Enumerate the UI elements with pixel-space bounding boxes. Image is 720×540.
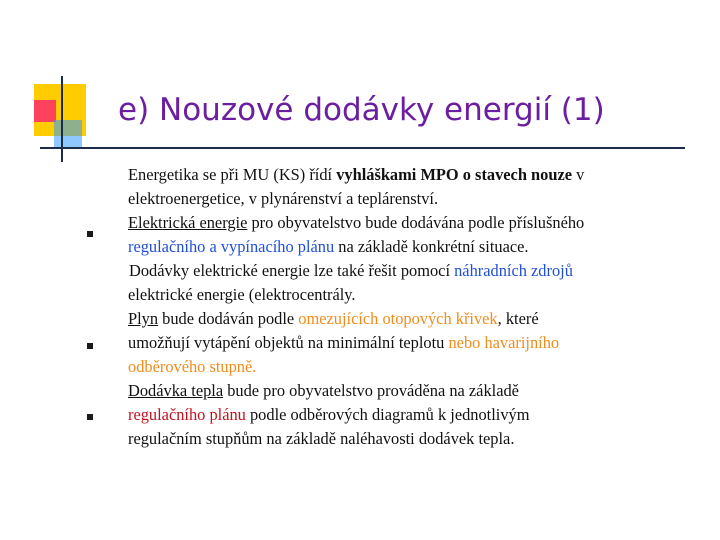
bullet-marker [87, 343, 93, 349]
bullet-marker [87, 414, 93, 420]
paragraph-electricity-line: Dodávky elektrické energie lze také řešit pomocí náhradních zdrojů [129, 261, 573, 280]
bullet-marker [87, 231, 93, 237]
paragraph-electricity-line: regulačního a vypínacího plánu na základě konkrétní situace. [128, 237, 529, 256]
paragraph-heat-line: regulačního plánu podle odběrových diagramů k jednotlivým [128, 405, 530, 424]
decor-vertical-line [61, 76, 63, 162]
slide-title: e) Nouzové dodávky energií (1) [118, 92, 605, 128]
slide-content [128, 163, 693, 451]
paragraph-electricity-line: Elektrická energie pro obyvatelstvo bude dodávána podle příslušného [128, 213, 585, 232]
paragraph-gas-line: odběrového stupně. [128, 357, 257, 376]
paragraph-electricity-line: elektrické energie (elektrocentrály. [128, 285, 356, 304]
paragraph-intro-line: Energetika se při MU (KS) řídí vyhláškami MPO o stavech nouze v [128, 165, 585, 184]
title-underline [40, 147, 685, 149]
paragraph-heat-line: Dodávka tepla bude pro obyvatelstvo prováděna na základě [128, 381, 519, 400]
decor-red-square [34, 100, 56, 122]
paragraph-heat-line: regulačním stupňům na základě naléhavosti dodávek tepla. [128, 429, 515, 448]
decor-blue-square [54, 120, 82, 148]
paragraph-intro-line: elektroenergetice, v plynárenství a teplárenství. [128, 189, 439, 208]
paragraph-gas-line: umožňují vytápění objektů na minimální teplotu nebo havarijního [128, 333, 560, 352]
paragraph-gas-line: Plyn bude dodáván podle omezujících otopových křivek, které [128, 309, 539, 328]
